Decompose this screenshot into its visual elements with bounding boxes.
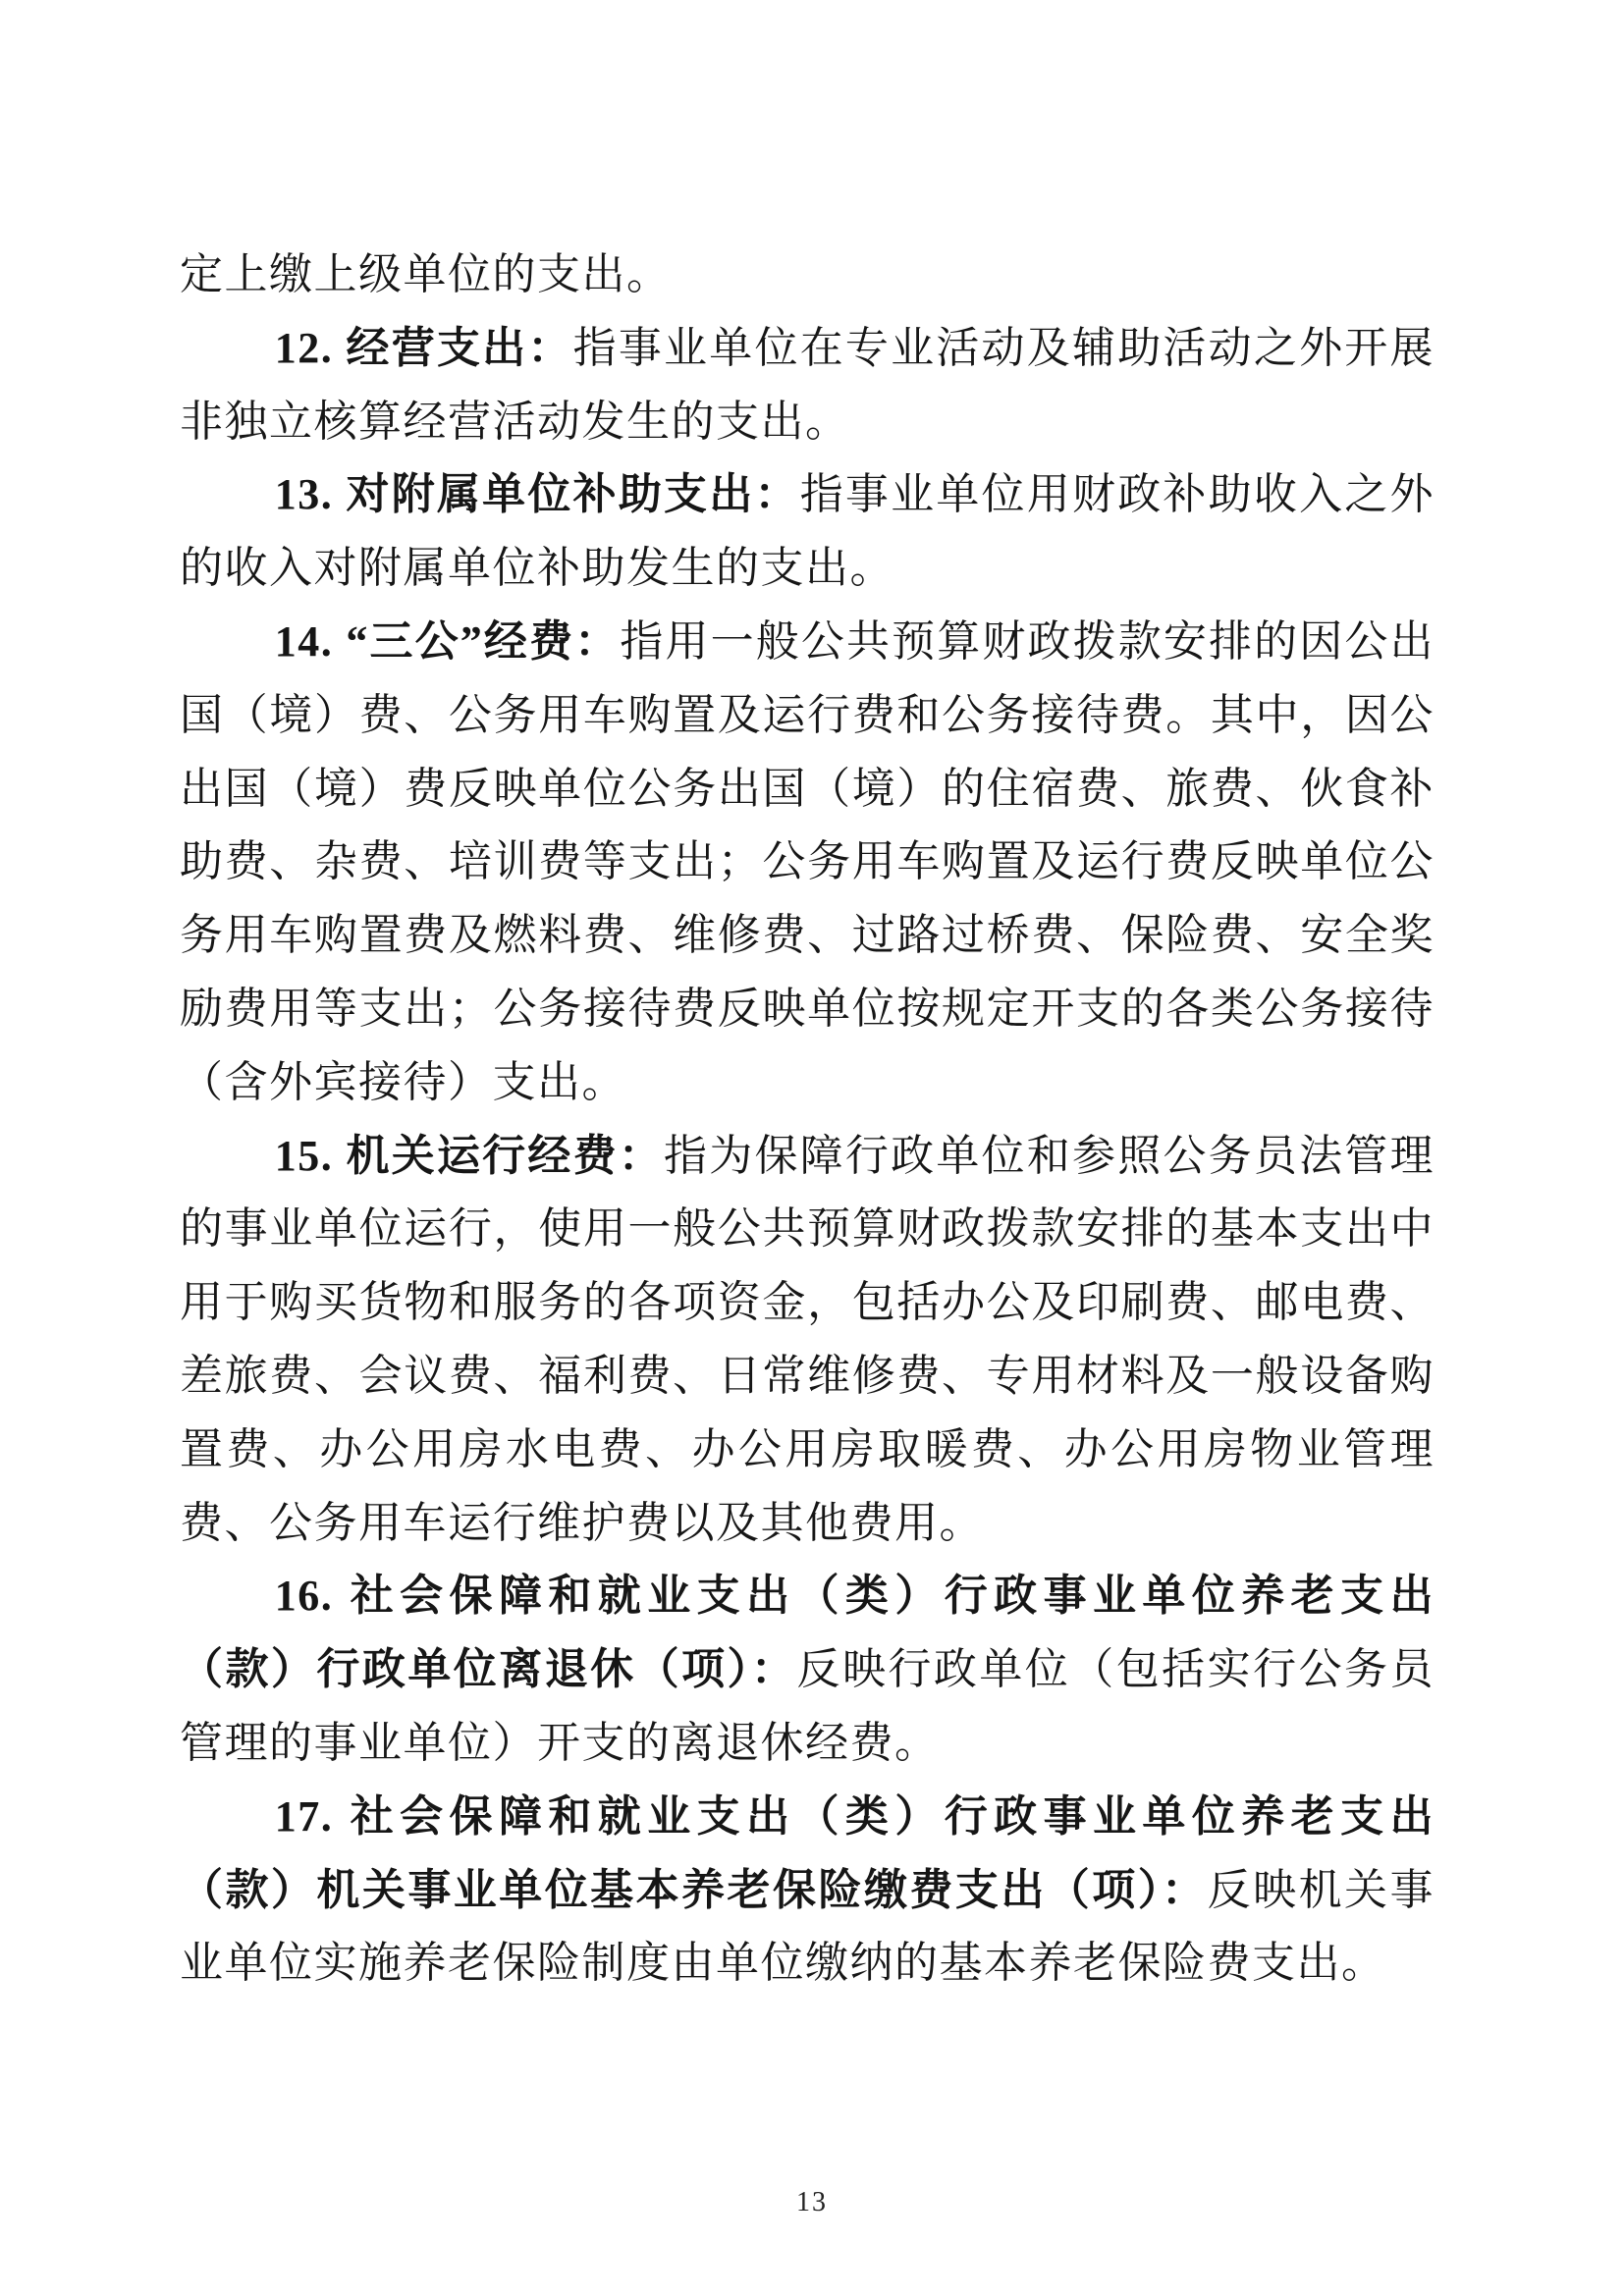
paragraph-item-13 bbox=[180, 458, 1435, 606]
paragraph-text: 定上缴上级单位的支出。 bbox=[180, 250, 672, 298]
paragraph-text: 指用一般公共预算财政拨款安排的因公出国（境）费、公务用车购置及运行费和公务接待费。其中，因公出国（境）费反映单位公务出国（境）的住宿费、旅费、伙食补助费、杂费、培训费等支出；公务用车购置及运行费反映单位公务用车购置费及燃料费、维修费、过路过桥费、保险费、安全奖励费用等支出；公务接待费反映单位按规定开支的各类公务接待（含外宾接待）支出。 bbox=[180, 616, 1435, 1106]
paragraph-lead: 13. 对附属单位补助支出： bbox=[274, 470, 800, 519]
paragraph-text: 指事业单位用财政补助收入之外的收入对附属单位补助发生的支出。 bbox=[180, 470, 1435, 593]
paragraph-item-16 bbox=[180, 1560, 1435, 1780]
paragraph-lead: 14. “三公”经费： bbox=[274, 616, 621, 666]
paragraph-item-14 bbox=[180, 606, 1435, 1120]
paragraph-lead: 15. 机关运行经费： bbox=[274, 1131, 665, 1180]
paragraph-lead: 17. 社会保障和就业支出（类）行政事业单位养老支出（款）机关事业单位基本养老保险缴费支出（项）： bbox=[180, 1791, 1435, 1914]
paragraph-continuation bbox=[180, 239, 1435, 312]
paragraph-text: 指为保障行政单位和参照公务员法管理的事业单位运行，使用一般公共预算财政拨款安排的基本支出中用于购买货物和服务的各项资金，包括办公及印刷费、邮电费、差旅费、会议费、福利费、日常维修费、专用材料及一般设备购置费、办公用房水电费、办公用房取暖费、办公用房物业管理费、公务用车运行维护费以及其他费用。 bbox=[180, 1131, 1435, 1547]
paragraph-item-12 bbox=[180, 312, 1435, 459]
paragraph-lead: 12. 经营支出： bbox=[274, 323, 573, 372]
paragraph-text: 反映行政单位（包括实行公务员管理的事业单位）开支的离退休经费。 bbox=[180, 1645, 1435, 1767]
paragraph-text: 指事业单位在专业活动及辅助活动之外开展非独立核算经营活动发生的支出。 bbox=[180, 323, 1435, 446]
document-body bbox=[180, 239, 1435, 2001]
paragraph-item-15 bbox=[180, 1120, 1435, 1561]
paragraph-item-17 bbox=[180, 1781, 1435, 2001]
paragraph-text: 反映机关事业单位实施养老保险制度由单位缴纳的基本养老保险费支出。 bbox=[180, 1865, 1435, 1988]
page-number: 13 bbox=[796, 2187, 828, 2217]
paragraph-lead: 16. 社会保障和就业支出（类）行政事业单位养老支出（款）行政单位离退休（项）： bbox=[180, 1572, 1435, 1694]
